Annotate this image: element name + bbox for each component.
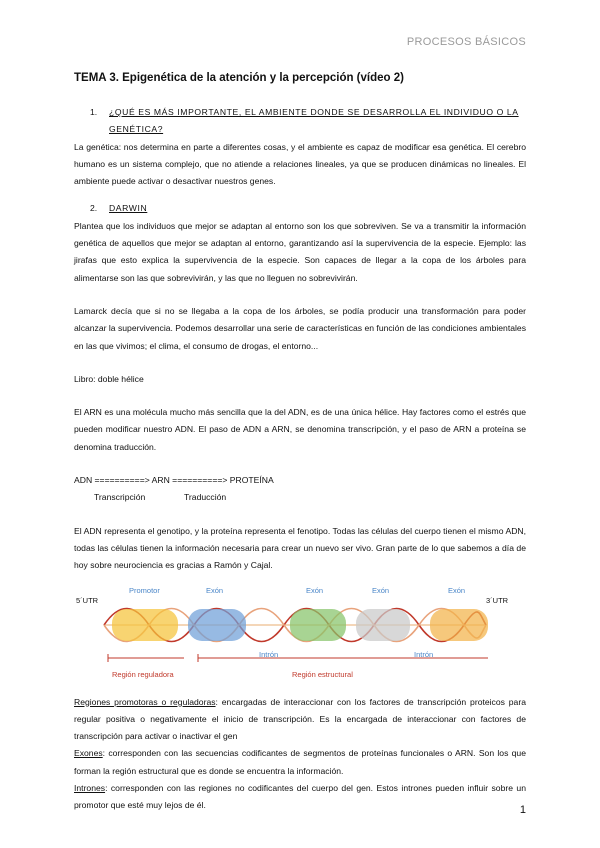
page-header: PROCESOS BÁSICOS [406,36,526,48]
promotor-label: Promotor [129,585,160,595]
gene-structure-diagram [74,578,526,688]
section-1-heading [74,104,526,139]
definition-term: Regiones promotoras o reguladoras [74,696,216,707]
exon-label: Exón [448,585,466,595]
book-reference: Libro: doble hélice [74,373,144,384]
definition-text: : corresponden con las regiones no codificantes del cuerpo del gen. Estos intrones pueden influir sobre un promotor que esté muy lejos de él. [74,783,526,811]
section-1-paragraph: La genética: nos determina en parte a diferentes cosas, y el ambiente es capaz de modificar esa genética. El cerebro humano es un sistema complejo, que no atiende a relaciones lineales, ya que se producen dinámicas no lineales. El ambiente puede activar o desactivar nuestros genes. [74,141,526,187]
definition-term: Intrones [74,783,106,794]
intron-label: Intrón [259,649,279,659]
definition-text: : encargadas de interaccionar con los factores de transcripción proteicos para regular positiva o negativamente el inicio de transcripción. Es la encargada de interaccionar con factores de transcripción para activar o inactivar el gen [74,696,526,742]
arn-paragraph: El ARN es una molécula mucho más sencilla que la del ADN, es de una única hélice. Hay factores como el estrés que pueden modificar nuestro ADN. El paso de ADN a ARN, se denomina transcripción, y el paso de ARN a proteína se denomina traducción. [74,407,526,452]
definition-promoters [74,694,526,746]
intron-label: Intrón [414,649,434,659]
section-heading: DARWIN [109,203,148,214]
flow-labels [74,489,526,506]
page-number: 1 [519,804,526,816]
section-number: 2. [90,203,98,214]
document-body [74,104,526,815]
section-number: 1. [90,107,98,117]
genotype-paragraph: El ADN representa el genotipo, y la proteína representa el fenotipo. Todas las células del cuerpo tienen el mismo ADN, todas las células tienen la información necesaria para crear un nuevo ser vivo. Gran parte de lo que sabemos a día de hoy sobre neurociencia es gracias a Ramón y Cajal. [74,525,526,571]
regulatory-region-label: Región reguladora [112,669,174,679]
lamarck-paragraph: Lamarck decía que si no se llegaba a la copa de los árboles, se podía producir una transformación para poder alcanzar la supervivencia. Podemos desarrollar una serie de características en función de las condiciones ambientales en las que vivimos; el clima, el consumo de drogas, el entorno... [74,305,526,351]
definition-exons [74,745,526,780]
definition-introns [74,780,526,815]
exon-segment-1 [188,609,246,641]
flow-line: ADN ==========> ARN ==========> PROTEÍNA [74,475,274,486]
page-title: TEMA 3. Epigenética de la atención y la percepción (vídeo 2) [74,72,404,84]
definition-term: Exones [74,748,103,759]
darwin-paragraph: Plantea que los individuos que mejor se adaptan al entorno son los que sobreviven. Se va a transmitir la información genética de aquellos que mejor se adaptan al entorno, garantizando así la supervivencia de la especie. Ejemplo: las jirafas que esto explica la supervivencia de la especie. Son capaces de llegar a la copa de los árboles para alimentarse son las que sobrevivirán, y las que no lleguen no sobrevivirán. [74,220,526,283]
exon-label: Exón [306,585,324,595]
exon-label: Exón [206,585,224,595]
utr3-label: 3´UTR [486,595,509,605]
structural-region-label: Región estructural [292,669,353,679]
definition-text: : corresponden con las secuencias codificantes de segmentos de proteínas funcionales o ARN. Son los que forman la región estructural que es donde se encuentra la información. [74,748,526,776]
exon-segment-4 [430,609,488,641]
section-2-heading [74,200,526,217]
flow-label-translation: Traducción [184,492,227,503]
exon-segment-2 [290,609,346,641]
utr5-label: 5´UTR [76,595,99,605]
exon-label: Exón [372,585,390,595]
exon-segment-3 [356,609,410,641]
promotor-segment [112,609,178,641]
flow-label-transcription: Transcripción [94,492,146,503]
section-heading: ¿QUÉ ES MÁS IMPORTANTE, EL AMBIENTE DONDE SE DESARROLLA EL INDIVIDUO O LA GENÉTICA? [109,107,519,135]
